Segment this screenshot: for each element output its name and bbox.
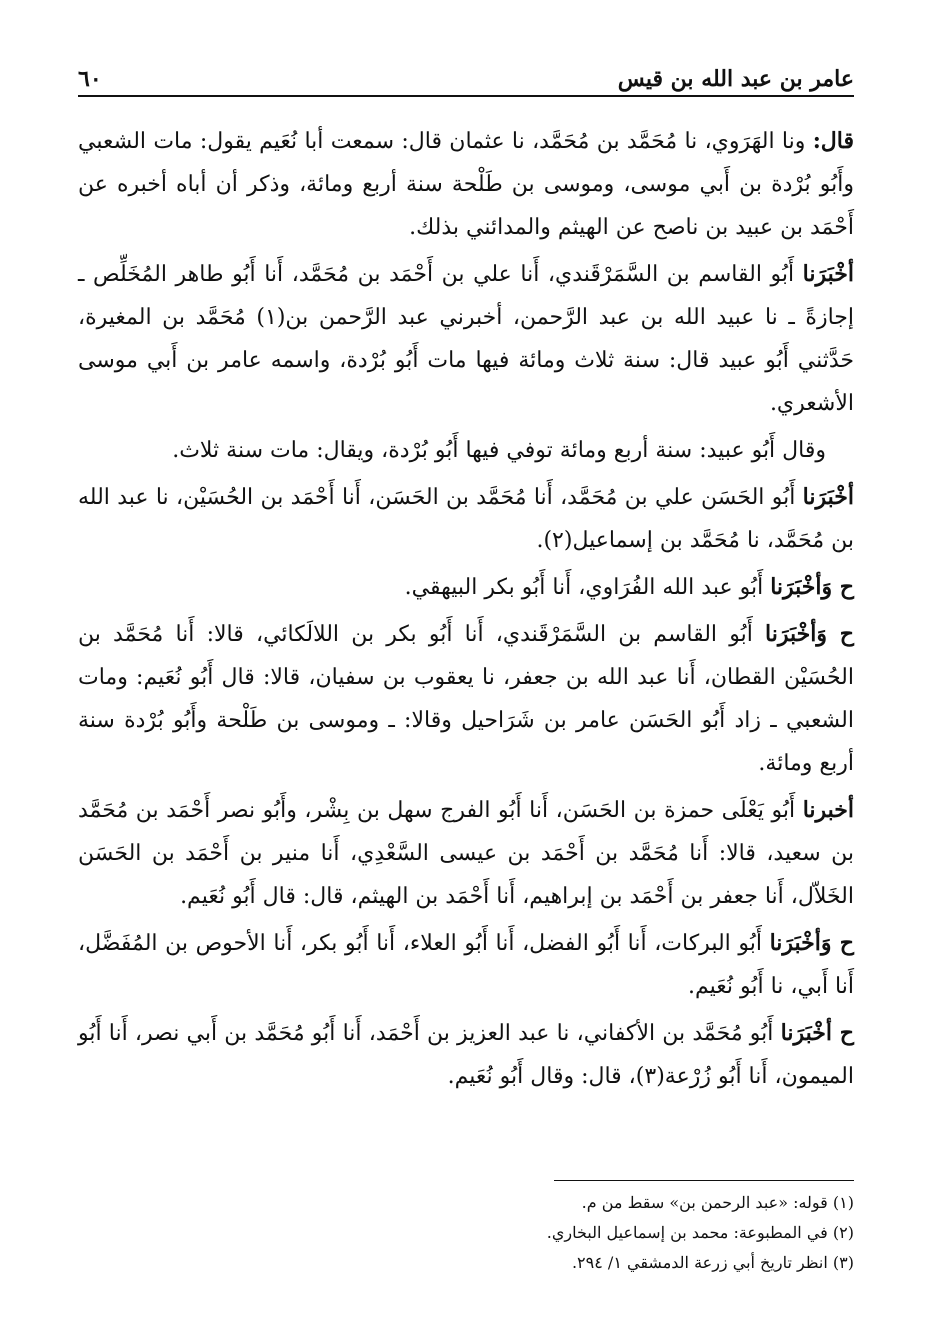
paragraph-2 <box>78 253 854 425</box>
paragraph-text: أَبُو عبد الله الفُرَاوي، أَنا أَبُو بكر البيهقي. <box>404 575 764 600</box>
paragraph-lead: أخْبَرَنا <box>802 484 854 510</box>
paragraph-lead: ح أخْبَرَنا <box>780 1020 854 1046</box>
paragraph-lead: ح وَأخْبَرَنا <box>765 621 854 647</box>
footnote-rule <box>554 1180 854 1181</box>
paragraph-8 <box>78 922 854 1008</box>
footnote-1: (١) قوله: «عبد الرحمن بن» سقط من م. <box>581 1193 854 1212</box>
paragraph-text: وقال أَبُو عبيد: سنة أربع ومائة توفي فيها أَبُو بُرْدة، ويقال: مات سنة ثلاث. <box>172 438 826 463</box>
paragraph-lead: أخْبَرَنا <box>802 261 854 287</box>
paragraph-6 <box>78 613 854 785</box>
paragraph-1 <box>78 120 854 249</box>
footnote-3: (٣) انظر تاريخ أبي زرعة الدمشقي ١/ ٢٩٤. <box>571 1253 854 1272</box>
paragraph-text: أَبُو القاسم بن السَّمَرْقَندي، أَنا علي بن أَحْمَد بن مُحَمَّد، أَنا أَبُو طاهر المُخَلِّص ـ إجازةً ـ نا عبيد الله بن عبد الرَّحمن، أخبرني عبد الرَّحمن بن(١) مُحَمَّد بن المغيرة، حَدَّثني أَبُو عبيد قال: سنة ثلاث ومائة فيها مات أَبُو بُرْدة، واسمه عامر بن أَبي موسى الأشعري. <box>78 262 854 416</box>
paragraph-3 <box>78 429 854 472</box>
page-header <box>78 58 854 92</box>
running-title: عامر بن عبد الله بن قيس <box>617 66 854 92</box>
footnotes <box>78 1188 854 1278</box>
paragraph-text: أَبُو مُحَمَّد بن الأكفاني، نا عبد العزيز بن أَحْمَد، أَنا أَبُو مُحَمَّد بن أَبي نصر، أَنا أَبُو الميمون، أَنا أَبُو زُرْعة(٣)، قال: وقال أَبُو نُعَيم. <box>78 1021 854 1089</box>
paragraph-7 <box>78 789 854 918</box>
main-text <box>78 120 854 1102</box>
paragraph-9 <box>78 1012 854 1098</box>
footnote-2: (٢) في المطبوعة: محمد بن إسماعيل البخاري. <box>546 1223 854 1242</box>
paragraph-lead: قال: <box>812 128 855 154</box>
paragraph-text: ونا الهَرَوي، نا مُحَمَّد بن مُحَمَّد، نا عثمان قال: سمعت أبا نُعَيم يقول: مات الشعبي وأَبُو بُرْدة بن أَبي موسى، وموسى بن طَلْحة سنة أربع ومائة، وذكر أن أباه أخبره عن أَحْمَد بن عبيد بن ناصح عن الهيثم والمدائني بذلك. <box>78 129 854 240</box>
page-number: ٦٠ <box>78 66 102 92</box>
paragraph-text: أَبُو الحَسَن علي بن مُحَمَّد، أَنا مُحَمَّد بن الحَسَن، أَنا أَحْمَد بن الحُسَيْن، نا عبد الله بن مُحَمَّد، نا مُحَمَّد بن إسماعيل(٢). <box>78 485 854 553</box>
paragraph-text: أَبُو البركات، أَنا أَبُو الفضل، أَنا أَبُو العلاء، أَنا أَبُو بكر، أَنا الأحوص بن المُفَضَّل، أَنا أَبي، نا أَبُو نُعَيم. <box>78 931 854 999</box>
paragraph-lead: ح وَأخْبَرَنا <box>769 930 854 956</box>
paragraph-text: أَبُو القاسم بن السَّمَرْقَندي، أَنا أَبُو بكر بن اللالَكائي، قالا: أَنا مُحَمَّد بن الحُسَيْن القطان، أَنا عبد الله بن جعفر، نا يعقوب بن سفيان، قالا: قال أَبُو نُعَيم: ومات الشعبي ـ زاد أَبُو الحَسَن عامر بن شَرَاحيل وقالا: ـ وموسى بن طَلْحة وأَبُو بُرْدة سنة أربع ومائة. <box>78 622 854 776</box>
paragraph-text: أَبُو يَعْلَى حمزة بن الحَسَن، أَنا أَبُو الفرج سهل بن بِشْر، وأَبُو نصر أَحْمَد بن مُحَمَّد بن سعيد، قالا: أَنا مُحَمَّد بن أَحْمَد بن عيسى السَّعْدِي، أَنا منير بن أَحْمَد بن الحَسَن الخَلاّل، أَنا جعفر بن أَحْمَد بن إبراهيم، أَنا أَحْمَد بن الهيثم، قال: قال أَبُو نُعَيم. <box>78 798 854 909</box>
paragraph-lead: ح وَأخْبَرَنا <box>770 574 854 600</box>
paragraph-4 <box>78 476 854 562</box>
header-rule <box>78 95 854 97</box>
paragraph-5 <box>78 566 854 609</box>
paragraph-lead: أخبرنا <box>802 797 855 823</box>
